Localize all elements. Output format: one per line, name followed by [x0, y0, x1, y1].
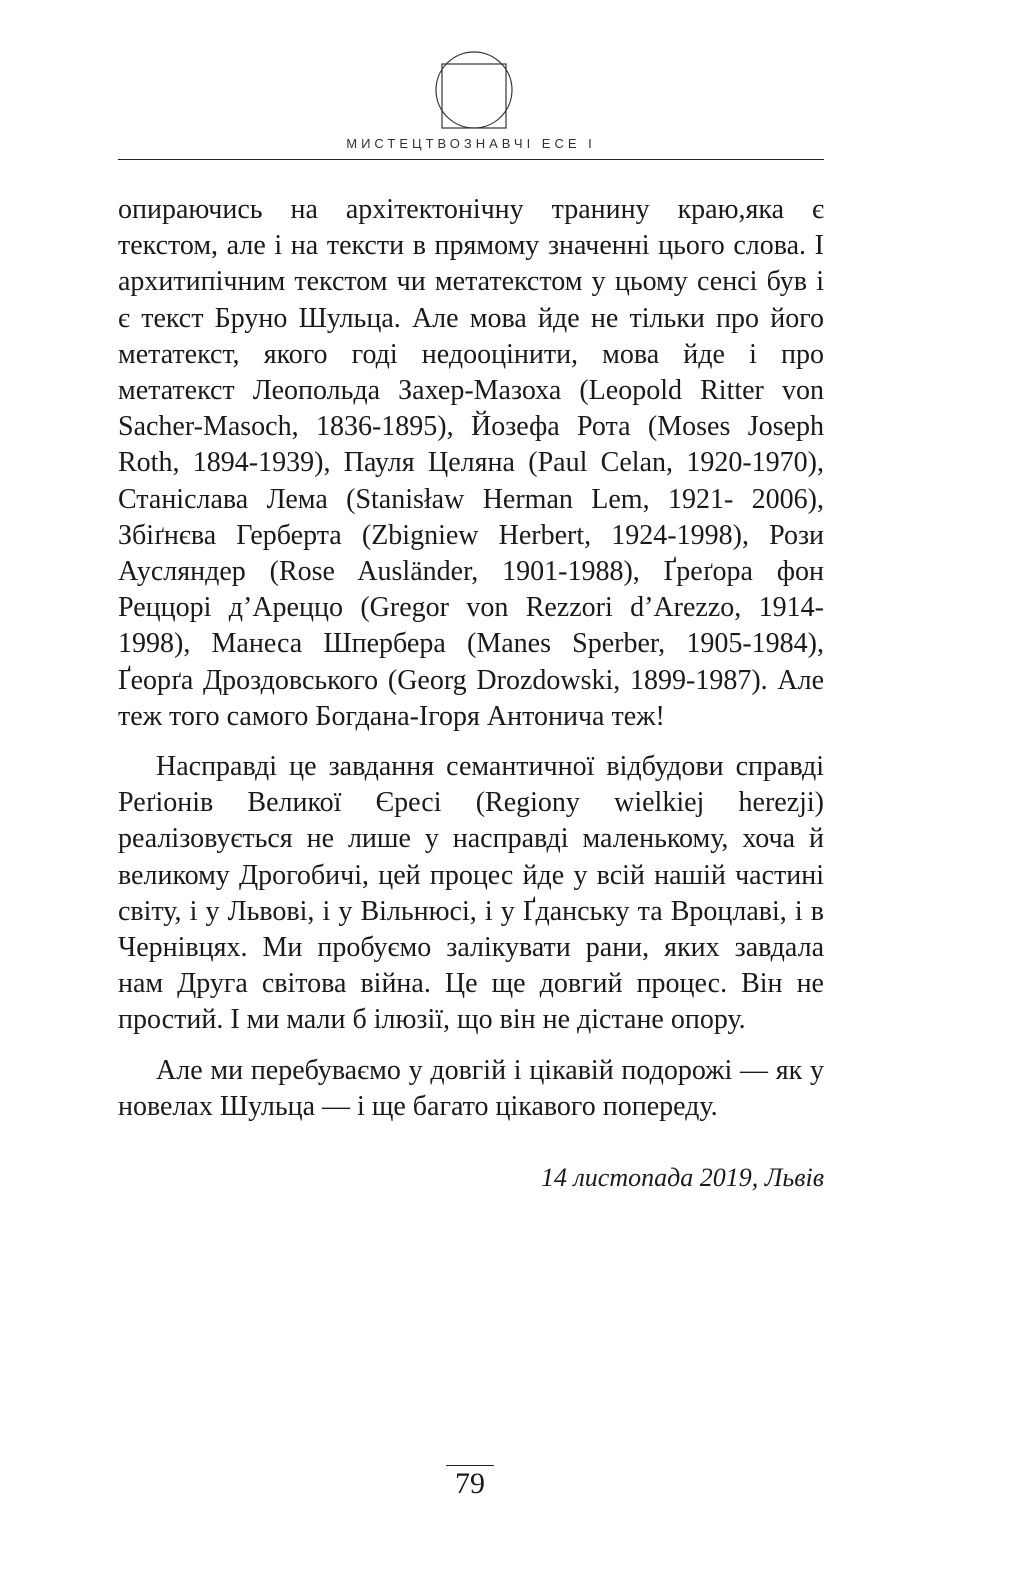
- page-number-rule: [446, 1465, 494, 1466]
- running-header-title: МИСТЕЦТВОЗНАВЧІ ЕСЕ І: [346, 136, 596, 151]
- date-place-signoff: 14 листопада 2019, Львів: [540, 1163, 824, 1192]
- header-rule: [118, 159, 824, 160]
- circle-square-emblem-icon: [434, 50, 514, 130]
- main-text: [118, 192, 824, 1125]
- paragraph-3: Але ми перебуваємо у довгій і цікавій подорожі — як у новелах Шульца — і ще багато цікавого попереду.: [118, 1054, 824, 1122]
- paragraph-1: опираючись на архітектонічну транину краю,яка є текстом, але і на тексти в прямому значенні цього слова. І архитипічним текстом чи метатекстом у цьому сенсі був і є текст Бруно Шульца. Але мова йде не тільки про його метатекст, якого годі недооцінити, мова йде і про метатекст Леопольда Захер-Мазоха (Leopold Ritter von Sacher-Masoch, 1836-1895), Йозефа Рота (Moses Joseph Roth, 1894-1939), Пауля Целяна (Paul Celan, 1920-1970), Станіслава Лема (Stanisław Herman Lem, 1921- 2006), Збіґнєва Герберта (Zbigniew Herbert, 1924-1998), Рози Аусляндер (Rose Ausländer, 1901-1988), Ґреґора фон Реццорі д’Ареццо (Gregor von Rezzori d’Arezzo, 1914-1998), Манеса Шпербера (Manes Sperber, 1905-1984), Ґеорґа Дроздовського (Georg Drozdowski, 1899-1987). Але теж того самого Богдана-Ігоря Антонича теж!: [118, 194, 824, 732]
- paragraph-2: Насправді це завдання семантичної відбудови справді Реґіонів Великої Єресі (Regiony wielkiej herezji) реалізовується не лише у насправді маленькому, хоча й великому Дрогобичі, цей процес йде у всій нашій частині світу, і у Львові, і у Вільнюсі, і у Ґданську та Вроцлаві, і в Чернівцях. Ми пробуємо залікувати рани, яких завдала нам Друга світова війна. Це ще довгий процес. Він не простий. І ми мали б ілюзії, що він не дістане опору.: [118, 751, 824, 1036]
- page-number: 79: [455, 1467, 485, 1500]
